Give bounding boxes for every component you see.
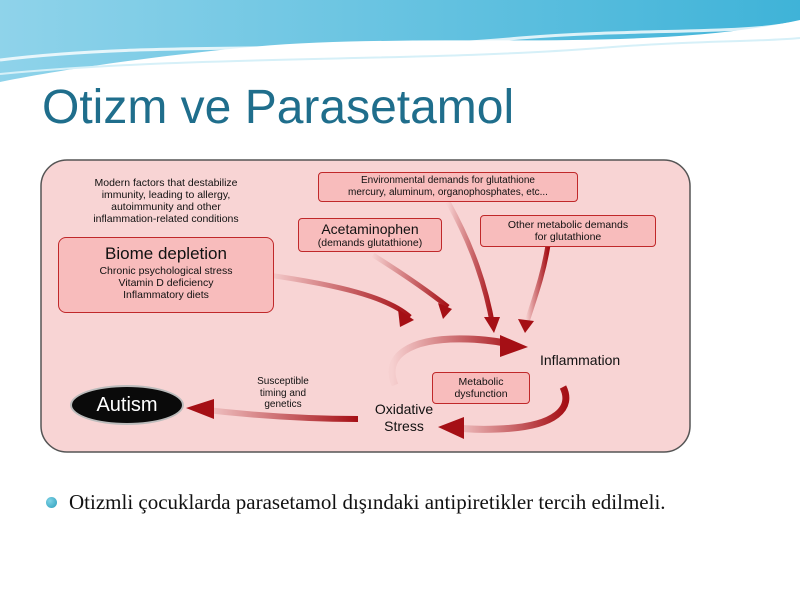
autism-inflammation-diagram [38,157,693,455]
susceptible-text [238,376,328,411]
metabolic-line: Metabolic [458,376,504,388]
other-metabolic-box [480,215,656,247]
header-wave-decoration [0,0,800,90]
modern-factors-line: immunity, leading to allergy, [101,189,231,201]
other-metabolic-line: for glutathione [534,231,602,243]
oxidative-stress-label [356,401,452,435]
environmental-line: mercury, aluminum, organophosphates, etc... [348,187,548,198]
metabolic-line: dysfunction [454,388,508,400]
biome-line: Inflammatory diets [123,289,209,301]
susceptible-line: timing and [259,387,307,399]
bullet-text: Otizmli çocuklarda parasetamol dışındaki antipiretikler tercih edilmeli. [69,490,666,514]
modern-factors-line: inflammation-related conditions [93,213,239,225]
biome-line: Chronic psychological stress [99,265,233,277]
autism-label: Autism [70,385,184,425]
biome-title: Biome depletion [105,244,227,263]
acetaminophen-title: Acetaminophen [321,221,419,237]
modern-factors-line: Modern factors that destabilize [94,177,238,189]
susceptible-line: Susceptible [257,376,309,387]
environmental-box [318,172,578,202]
oxidative-line: Oxidative [374,401,434,417]
metabolic-dysfunction-box [432,372,530,404]
bullet-dot-icon [46,497,57,508]
acetaminophen-subtitle: (demands glutathione) [317,237,423,249]
oxidative-line: Stress [384,418,424,434]
slide-title: Otizm ve Parasetamol [42,81,515,134]
biome-depletion-box [58,237,274,313]
other-metabolic-line: Other metabolic demands [507,219,629,231]
modern-factors-text [66,177,266,225]
environmental-line: Environmental demands for glutathione [361,175,535,186]
biome-line: Vitamin D deficiency [118,277,214,289]
modern-factors-line: autoimmunity and other [111,201,221,213]
inflammation-label: Inflammation [540,352,621,368]
susceptible-line: genetics [264,399,302,410]
acetaminophen-box [298,218,442,252]
